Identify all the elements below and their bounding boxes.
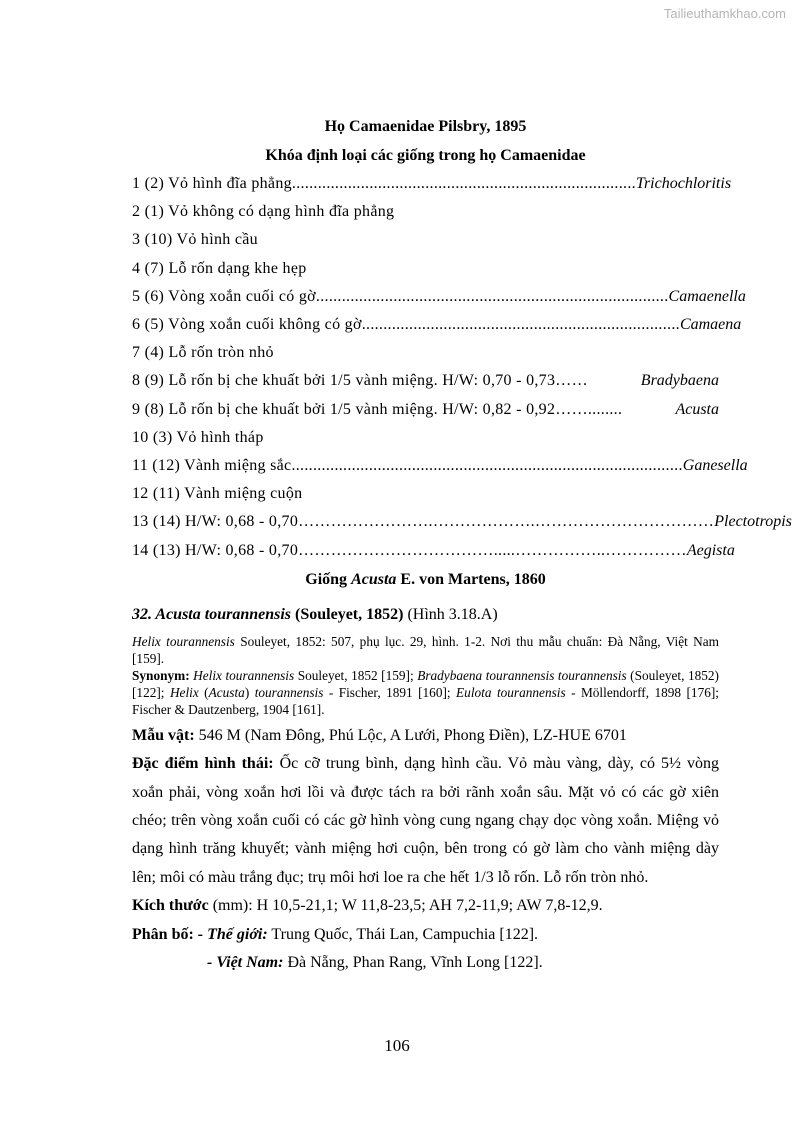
- synonym-3-subgenus: Acusta: [208, 684, 245, 700]
- key-row-text: 3 (10) Vỏ hình cầu: [132, 231, 258, 249]
- species-title: [132, 604, 719, 626]
- distribution-vietnam: [132, 949, 719, 977]
- synonym-2-ref: (Souleyet, 1852) [122];: [132, 667, 719, 700]
- distribution-label: Phân bố:: [132, 925, 194, 943]
- size-label: Kích thước: [132, 897, 209, 915]
- key-row-genus: Aegista: [686, 541, 735, 559]
- morphology-label: Đặc điểm hình thái:: [132, 755, 274, 773]
- key-row-text: 13 (14) H/W: 0,68 - 0,70…………………….……………….……………………………: [132, 513, 715, 531]
- key-row-text: 4 (7) Lỗ rốn dạng khe hẹp: [132, 259, 307, 277]
- family-title: Họ Camaenidae Pilsbry, 1895: [324, 118, 527, 135]
- key-row: [132, 396, 719, 424]
- distribution-world: [132, 921, 719, 949]
- key-row-text: 7 (4) Lỗ rốn tròn nhỏ: [132, 344, 274, 362]
- key-row-text: 14 (13) H/W: 0,68 - 0,70……………………………….....……………..……………: [132, 541, 687, 559]
- key-row: [132, 283, 746, 311]
- key-row-genus: Trichochloritis: [635, 175, 732, 192]
- world-label: - Thế giới:: [193, 925, 268, 943]
- synonym-paragraph: [132, 667, 719, 718]
- key-row: [132, 424, 719, 452]
- key-row-text: 9 (8) Lỗ rốn bị che khuất bởi 1/5 vành miệng. H/W: 0,82 - 0,92……........: [132, 400, 623, 418]
- key-row-genus: Camaena: [679, 316, 742, 334]
- key-row: [132, 339, 719, 367]
- synonym-3-species: tourannensis: [254, 684, 324, 700]
- world-text: Trung Quốc, Thái Lan, Campuchia [122].: [267, 925, 539, 943]
- original-description: [132, 633, 719, 667]
- key-row-genus: Camaenella: [668, 287, 746, 305]
- synonym-4-name: Eulota tourannensis: [456, 684, 566, 700]
- key-row: [132, 226, 719, 254]
- original-name: Helix tourannensis: [132, 633, 235, 649]
- key-row-text: 2 (1) Vỏ không có dạng hình đĩa phẳng: [132, 203, 395, 221]
- species-figure-ref: (Hình 3.18.A): [403, 605, 498, 623]
- genus-heading-name: Acusta: [351, 570, 397, 588]
- synonym-4-ref: - Möllendorff, 1898 [176]; Fischer & Dautzenberg, 1904 [161].: [132, 684, 719, 717]
- genus-heading-post: E. von Martens, 1860: [396, 570, 546, 588]
- key-row: [132, 537, 735, 565]
- key-row: [132, 170, 732, 198]
- species-name: 32. Acusta tourannensis: [132, 605, 292, 623]
- key-row-text: 8 (9) Lỗ rốn bị che khuất bởi 1/5 vành miệng. H/W: 0,70 - 0,73……: [132, 372, 588, 390]
- key-row-text: 11 (12) Vành miệng sắc...........................................................................................: [132, 457, 683, 475]
- key-row-text: 1 (2) Vỏ hình đĩa phẳng................................................................................: [132, 175, 636, 192]
- synonym-1-ref: Souleyet, 1852 [159];: [294, 667, 418, 683]
- synonym-3-genus: Helix: [169, 684, 199, 700]
- vietnam-text: Đà Nẵng, Phan Rang, Vĩnh Long [122].: [283, 954, 543, 972]
- key-row-genus: Acusta: [675, 400, 719, 418]
- key-row-text: 10 (3) Vỏ hình tháp: [132, 428, 264, 446]
- key-row-genus: Ganesella: [682, 457, 748, 475]
- key-row-text: 12 (11) Vành miệng cuộn: [132, 485, 303, 503]
- key-row-text: 6 (5) Vòng xoắn cuối không có gờ..........................................................................: [132, 316, 680, 334]
- specimen-text: 546 M (Nam Đông, Phú Lộc, A Lưới, Phong Điền), LZ-HUE 6701: [194, 726, 627, 744]
- page-number: 106: [384, 1036, 410, 1055]
- key-row-text: 5 (6) Vòng xoắn cuối có gờ..................................................................................: [132, 287, 669, 305]
- specimen-label: Mẫu vật:: [132, 726, 195, 744]
- synonym-3-ref: - Fischer, 1891 [160];: [323, 684, 457, 700]
- key-row: [132, 367, 719, 395]
- synonym-1-name: Helix tourannensis: [189, 667, 295, 683]
- key-row-genus: Bradybaena: [640, 372, 719, 390]
- synonym-label: Synonym:: [132, 667, 190, 683]
- key-row: [132, 198, 719, 226]
- key-title: Khóa định loại các giống trong họ Camaenidae: [265, 147, 586, 164]
- key-row: [132, 452, 748, 480]
- synonym-3-paren-open: (: [198, 684, 209, 700]
- watermark: Tailieuthamkhao.com: [663, 6, 786, 21]
- specimen-paragraph: [132, 722, 719, 750]
- identification-key: [132, 170, 792, 565]
- original-ref: Souleyet, 1852: 507, phụ lục. 29, hình. 1-2. Nơi thu mẫu chuẩn: Đà Nẵng, Việt Nam [159].: [132, 633, 719, 666]
- morphology-text: Ốc cỡ trung bình, dạng hình cầu. Vỏ màu vàng, dày, có 5½ vòng xoắn phải, vòng xoắn hơi lồi và được tách ra bởi rãnh xoắn sâu. Mặt vỏ có các gờ xiên chéo; trên vòng xoắn cuối có các gờ hình vòng cung ngang chạy dọc vòng xoắn. Miệng vỏ dạng hình trăng khuyết; vành miệng hơi cuộn, bên trong có gờ làm cho vành miệng dày lên; môi có màu trắng đục; trụ môi hơi loe ra che hết 1/3 lỗ rốn. Lỗ rốn tròn nhỏ.: [132, 755, 720, 886]
- size-paragraph: [132, 892, 719, 920]
- vietnam-label: - Việt Nam:: [207, 954, 284, 972]
- key-row: [132, 480, 719, 508]
- key-row: [132, 311, 742, 339]
- key-row: [132, 508, 792, 536]
- key-row-genus: Plectotropis: [714, 513, 792, 531]
- species-author: (Souleyet, 1852): [291, 605, 404, 623]
- genus-heading: [132, 565, 719, 594]
- morphology-paragraph: [132, 750, 719, 892]
- size-text: (mm): H 10,5-21,1; W 11,8-23,5; AH 7,2-11,9; AW 7,8-12,9.: [208, 897, 603, 915]
- synonym-3-paren-close: ): [244, 684, 255, 700]
- genus-heading-pre: Giống: [305, 570, 352, 588]
- synonym-2-name: Bradybaena tourannensis tourannensis: [417, 667, 627, 683]
- key-row: [132, 255, 719, 283]
- page-content: [132, 112, 792, 978]
